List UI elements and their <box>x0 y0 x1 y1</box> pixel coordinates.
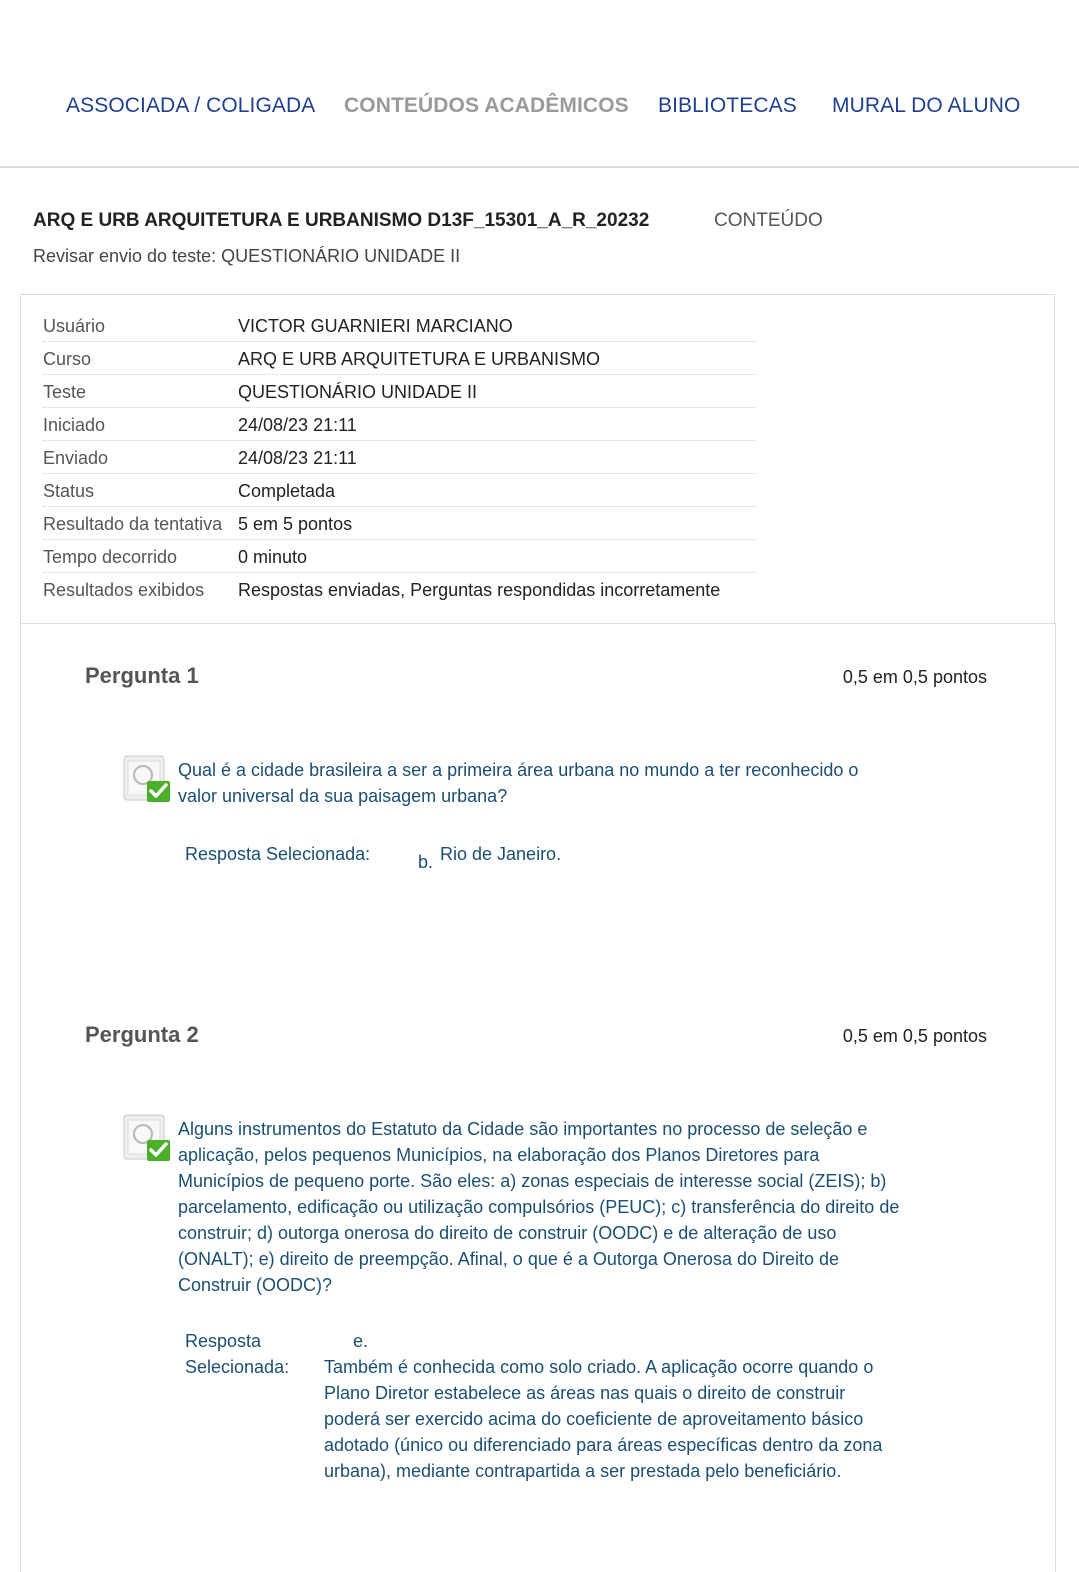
breadcrumb-content[interactable]: CONTEÚDO <box>714 210 823 231</box>
summary-row <box>43 474 755 507</box>
summary-label: Usuário <box>43 316 106 336</box>
summary-value: 24/08/23 21:11 <box>238 448 357 468</box>
summary-label: Tempo decorrido <box>43 547 178 567</box>
answer-letter: b. <box>418 852 434 872</box>
question-text-line: aplicação, pelos pequenos Municípios, na elaboração dos Planos Diretores para <box>178 1145 820 1165</box>
summary-value: Completada <box>238 481 336 501</box>
answer-text <box>440 841 561 867</box>
summary-label: Teste <box>43 382 87 402</box>
summary-value: Respostas enviadas, Perguntas respondidas incorretamente <box>238 580 721 600</box>
answer-label-line: Resposta <box>185 1331 262 1351</box>
content-border-right <box>1055 623 1056 1572</box>
question-text <box>178 757 968 809</box>
question-text-line: Municípios de pequeno porte. São eles: a) zonas especiais de interesse social (ZEIS); b) <box>178 1171 887 1191</box>
summary-label: Resultado da tentativa <box>43 514 223 534</box>
question-text-line: parcelamento, edificação ou utilização compulsórios (PEUC); c) transferência do direito de <box>178 1197 900 1217</box>
summary-value: 24/08/23 21:11 <box>238 415 357 435</box>
summary-value: QUESTIONÁRIO UNIDADE II <box>238 382 478 402</box>
summary-value: 0 minuto <box>238 547 308 567</box>
correct-answer-icon-graphic <box>123 1114 173 1164</box>
answer-text-line: adotado (único ou diferenciado para áreas específicas dentro da zona <box>324 1435 883 1455</box>
answer-text-line: urbana), mediante contrapartida a ser prestada pelo beneficiário. <box>324 1461 842 1481</box>
page-title: Revisar envio do teste: QUESTIONÁRIO UNIDADE II <box>33 246 461 266</box>
question-title: Pergunta 1 <box>85 663 199 688</box>
answer-label: Resposta Selecionada: <box>185 844 371 864</box>
answer-text <box>324 1354 882 1484</box>
summary-label: Curso <box>43 349 92 369</box>
attempt-summary <box>20 294 1055 624</box>
summary-row <box>43 375 755 408</box>
question-2 <box>20 1022 1055 1542</box>
summary-value: ARQ E URB ARQUITETURA E URBANISMO <box>238 349 601 369</box>
summary-label: Iniciado <box>43 415 106 435</box>
summary-row <box>43 408 755 441</box>
nav-mural-do-aluno[interactable]: MURAL DO ALUNO <box>832 94 1021 117</box>
answer-letter: e. <box>353 1331 369 1351</box>
question-text-line: (ONALT); e) direito de preempção. Afinal, o que é a Outorga Onerosa do Direito de <box>178 1249 840 1269</box>
question-score: 0,5 em 0,5 pontos <box>842 1026 987 1046</box>
summary-row <box>43 441 755 474</box>
summary-label: Enviado <box>43 448 109 468</box>
summary-row <box>43 309 755 342</box>
summary-label: Status <box>43 481 95 501</box>
question-text-line: valor universal da sua paisagem urbana? <box>178 786 508 806</box>
question-text-line: Qual é a cidade brasileira a ser a primeira área urbana no mundo a ter reconhecido o <box>178 760 859 780</box>
summary-row <box>43 342 755 375</box>
question-text <box>178 1116 968 1298</box>
question-score: 0,5 em 0,5 pontos <box>842 667 987 687</box>
summary-row <box>43 540 755 573</box>
top-navigation <box>0 0 1079 168</box>
nav-associada-coligada[interactable]: ASSOCIADA / COLIGADA <box>66 94 316 117</box>
correct-answer-icon <box>123 1114 173 1164</box>
summary-row <box>43 507 755 540</box>
answer-label <box>185 1328 289 1380</box>
nav-conteudos-academicos[interactable]: CONTEÚDOS ACADÊMICOS <box>344 94 629 117</box>
summary-row <box>43 573 755 606</box>
question-text-line: Alguns instrumentos do Estatuto da Cidade são importantes no processo de seleção e <box>178 1119 868 1139</box>
course-title[interactable]: ARQ E URB ARQUITETURA E URBANISMO D13F_15301_A_R_20232 <box>33 210 650 231</box>
correct-answer-icon <box>123 755 173 805</box>
answer-text-line: Também é conhecida como solo criado. A aplicação ocorre quando o <box>324 1357 874 1377</box>
correct-answer-icon-graphic <box>123 755 173 805</box>
summary-value: 5 em 5 pontos <box>238 514 353 534</box>
nav-bibliotecas[interactable]: BIBLIOTECAS <box>658 94 797 117</box>
question-title: Pergunta 2 <box>85 1022 199 1047</box>
question-1 <box>20 663 1055 893</box>
answer-text-line: Rio de Janeiro. <box>440 844 562 864</box>
question-text-line: Construir (OODC)? <box>178 1275 333 1295</box>
summary-label: Resultados exibidos <box>43 580 205 600</box>
summary-value: VICTOR GUARNIERI MARCIANO <box>238 316 513 336</box>
answer-text-line: poderá ser exercido acima do coeficiente de aproveitamento básico <box>324 1409 864 1429</box>
answer-text-line: Plano Diretor estabelece as áreas nas quais o direito de construir <box>324 1383 846 1403</box>
answer-label-line: Selecionada: <box>185 1357 290 1377</box>
summary-table <box>43 309 755 606</box>
question-text-line: construir; d) outorga onerosa do direito de construir (OODC) e de alteração de uso <box>178 1223 837 1243</box>
